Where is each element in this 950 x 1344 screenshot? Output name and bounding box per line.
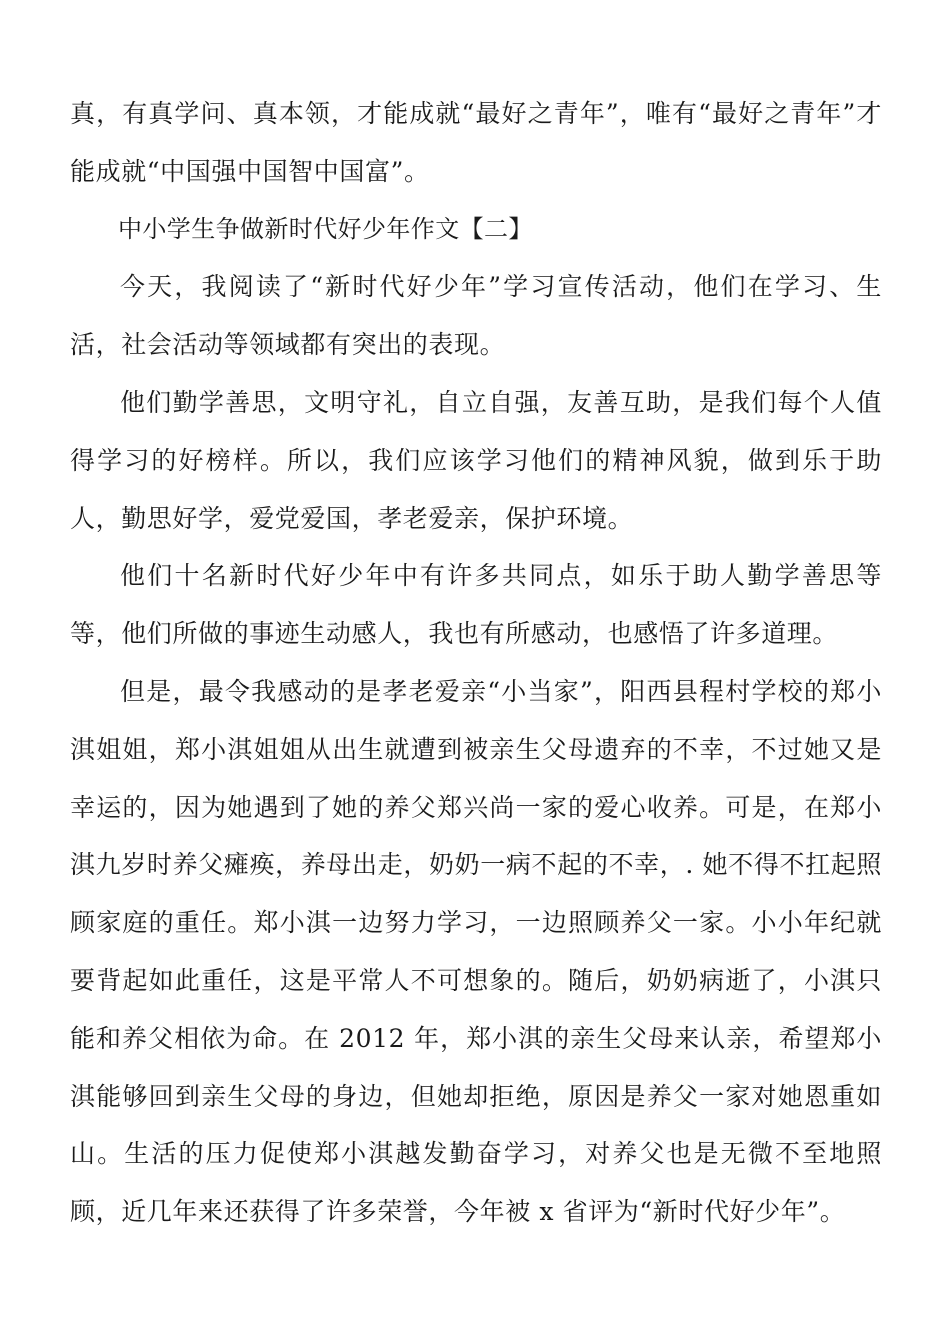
paragraph-5: 但是，最令我感动的是孝老爱亲“小当家”，阳西县程村学校的郑小淇姐姐，郑小淇姐姐从出生就遭到被亲生父母遗弃的不幸，不过她又是幸运的，因为她遇到了她的养父郑兴尚一家的爱心收养。可是，在郑小淇九岁时养父瘫痪，养母出走，奶奶一病不起的不幸，. 她不得不扛起照顾家庭的重任。郑小淇一边努力学习，一边照顾养父一家。小小年纪就要背起如此重任，这是平常人不可想象的。随后，奶奶病逝了，小淇只能和养父相依为命。在 2012 年，郑小淇的亲生父母来认亲，希望郑小淇能够回到亲生父母的身边，但她却拒绝，原因是养父一家对她恩重如山。生活的压力促使郑小淇越发勤奋学习，对养父也是无微不至地照顾，近几年来还获得了许多荣誉，今年被 x 省评为“新时代好少年”。 xyxy=(70,676,882,1227)
document-page xyxy=(70,85,882,1241)
paragraph-1: 真，有真学问、真本领，才能成就“最好之青年”，唯有“最好之青年”才能成就“中国强中国智中国富”。 xyxy=(70,99,882,186)
paragraph-3: 他们勤学善思，文明守礼，自立自强，友善互助，是我们每个人值得学习的好榜样。所以，我们应该学习他们的精神风貌，做到乐于助人，勤思好学，爱党爱国，孝老爱亲，保护环境。 xyxy=(70,387,882,533)
paragraph-2: 今天，我阅读了“新时代好少年”学习宣传活动，他们在学习、生活，社会活动等领域都有突出的表现。 xyxy=(70,272,882,360)
section-heading: 中小学生争做新时代好少年作文【二】 xyxy=(118,214,533,243)
paragraph-4: 他们十名新时代好少年中有许多共同点，如乐于助人勤学善思等等，他们所做的事迹生动感人，我也有所感动，也感悟了许多道理。 xyxy=(70,561,882,649)
